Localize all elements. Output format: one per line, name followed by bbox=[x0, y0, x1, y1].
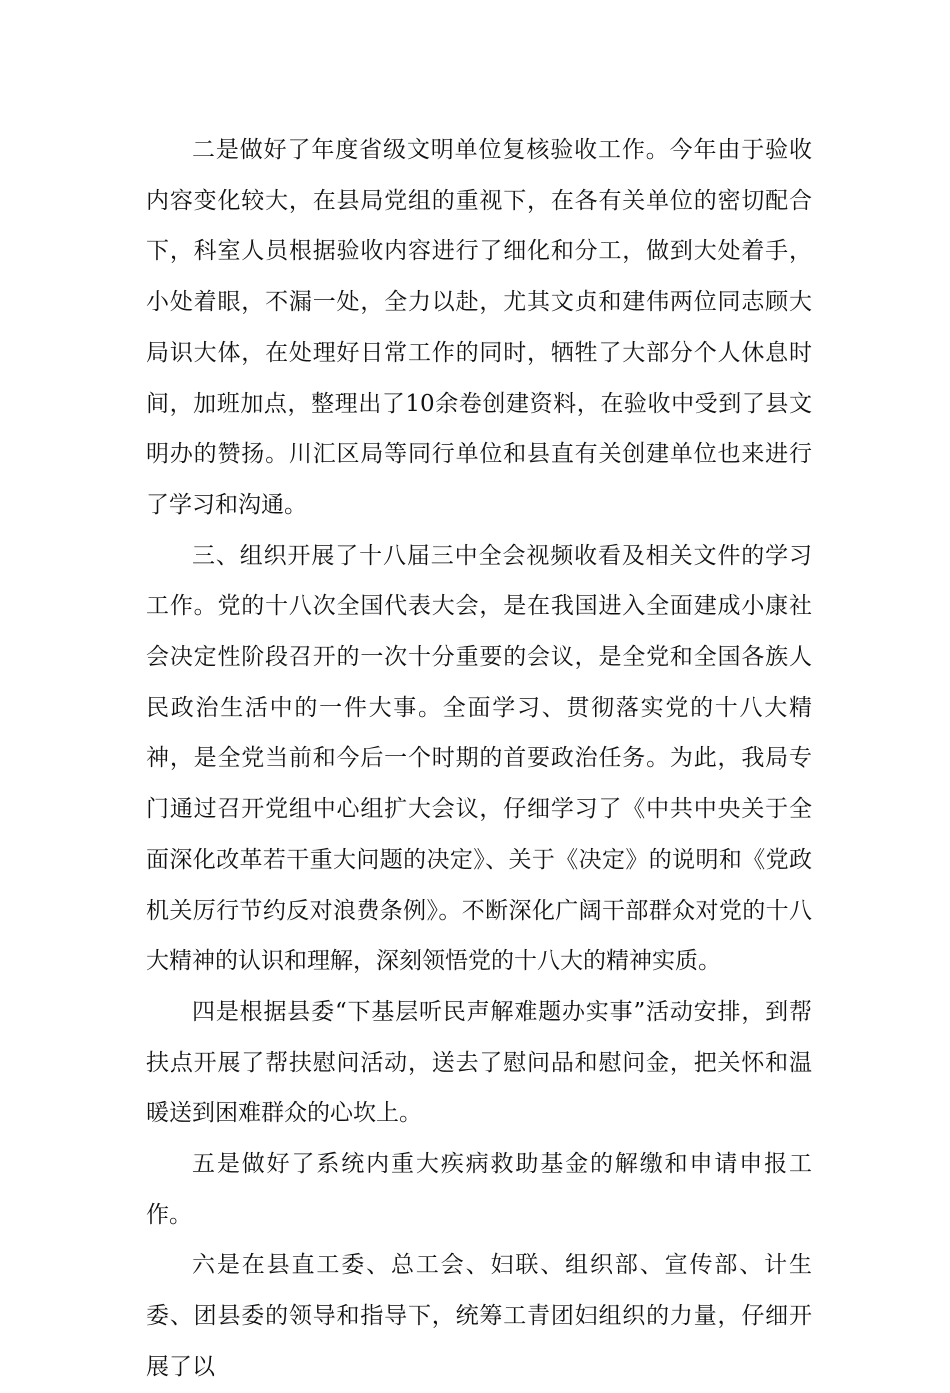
document-body bbox=[146, 125, 812, 1393]
paragraph-organizations: 六是在县直工委、总工会、妇联、组织部、宣传部、计生委、团县委的领导和指导下，统筹工青团妇组织的力量，仔细开展了以 bbox=[146, 1252, 812, 1380]
paragraph-poverty-visit: 四是根据县委“下基层听民声解难题办实事”活动安排，到帮扶点开展了帮扶慰问活动，送去了慰问品和慰问金，把关怀和温暖送到困难群众的心坎上。 bbox=[146, 998, 812, 1127]
paragraph-plenary-study: 三、组织开展了十八届三中全会视频收看及相关文件的学习工作。党的十八次全国代表大会，是在我国进入全面建成小康社会决定性阶段召开的一次十分重要的会议，是全党和全国各族人民政治生活中的一件大事。全面学习、贯彻落实党的十八大精神，是全党当前和今后一个时期的首要政治任务。为此，我局专门通过召开党组中心组扩大会议，仔细学习了《中共中央关于全面深化改革若干重大问题的决定》、关于《决定》的说明和《党政机关厉行节约反对浪费条例》。不断深化广阔干部群众对党的十八大精神的认识和理解，深刻领悟党的十八大的精神实质。 bbox=[146, 542, 812, 975]
paragraph-civilization-review: 二是做好了年度省级文明单位复核验收工作。今年由于验收内容变化较大，在县局党组的重视下，在各有关单位的密切配合下，科室人员根据验收内容进行了细化和分工，做到大处着手，小处着眼，不漏一处，全力以赴，尤其文贞和建伟两位同志顾大局识大体，在处理好日常工作的同时，牺牲了大部分个人休息时间，加班加点，整理出了10余卷创建资料，在验收中受到了县文明办的赞扬。川汇区局等同行单位和县直有关创建单位也来进行了学习和沟通。 bbox=[146, 137, 812, 518]
paragraph-medical-fund: 五是做好了系统内重大疾病救助基金的解缴和申请申报工作。 bbox=[146, 1151, 812, 1228]
